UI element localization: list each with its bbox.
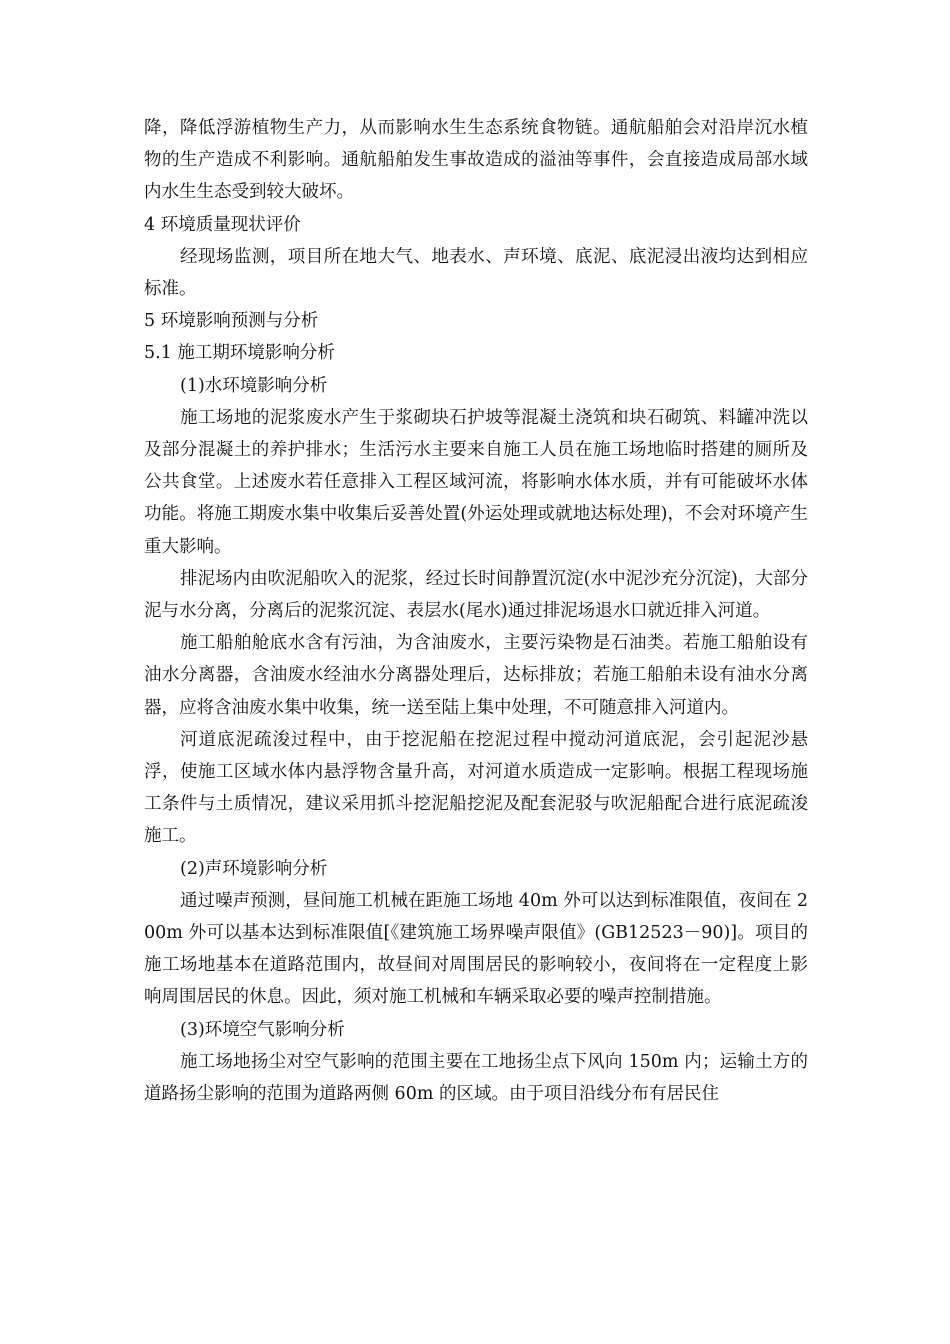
paragraph-noise: 通过噪声预测，昼间施工机械在距施工场地 40m 外可以达到标准限值，夜间在 200m 外可以基本达到标准限值[《建筑施工场界噪声限值》(GB12523－90)]。项目的施工场地基本在道路范围内，故昼间对周围居民的影响较小，夜间将在一定程度上影响周围居民的休息。因此，须对施工机械和车辆采取必要的噪声控制措施。 <box>144 890 808 1008</box>
paragraph-water-3: 施工船舶舱底水含有污油，为含油废水，主要污染物是石油类。若施工船舶设有油水分离器，含油废水经油水分离器处理后，达标排放；若施工船舶未设有油水分离器，应将含油废水集中收集，统一送至陆上集中处理，不可随意排入河道内。 <box>144 633 808 718</box>
section-heading-5: 5 环境影响预测与分析 <box>144 311 319 332</box>
subheading-water: (1)水环境影响分析 <box>180 375 328 396</box>
document-body <box>144 112 808 1110</box>
paragraph-water-2: 排泥场内由吹泥船吹入的泥浆，经过长时间静置沉淀(水中泥沙充分沉淀)，大部分泥与水分离，分离后的泥浆沉淀、表层水(尾水)通过排泥场退水口就近排入河道。 <box>144 568 808 622</box>
paragraph-water-4: 河道底泥疏浚过程中，由于挖泥船在挖泥过程中搅动河道底泥，会引起泥沙悬浮，使施工区域水体内悬浮物含量升高，对河道水质造成一定影响。根据工程现场施工条件与土质情况，建议采用抓斗挖泥船挖泥及配套泥驳与吹泥船配合进行底泥疏浚施工。 <box>144 729 808 847</box>
section-heading-5-1: 5.1 施工期环境影响分析 <box>144 343 335 364</box>
subheading-noise: (2)声环境影响分析 <box>180 858 328 879</box>
subheading-air: (3)环境空气影响分析 <box>180 1019 345 1040</box>
paragraph-continued: 降，降低浮游植物生产力，从而影响水生生态系统食物链。通航船舶会对沿岸沉水植物的生产造成不利影响。通航船舶发生事故造成的溢油等事件，会直接造成局部水域内水生生态受到较大破坏。 <box>144 118 808 203</box>
paragraph-air: 施工场地扬尘对空气影响的范围主要在工地扬尘点下风向 150m 内；运输土方的道路扬尘影响的范围为道路两侧 60m 的区域。由于项目沿线分布有居民住 <box>144 1051 808 1105</box>
paragraph-monitoring: 经现场监测，项目所在地大气、地表水、声环境、底泥、底泥浸出液均达到相应标准。 <box>144 246 808 300</box>
section-heading-4: 4 环境质量现状评价 <box>144 214 301 235</box>
paragraph-water-1: 施工场地的泥浆废水产生于浆砌块石护坡等混凝土浇筑和块石砌筑、料罐冲洗以及部分混凝土的养护排水；生活污水主要来自施工人员在施工场地临时搭建的厕所及公共食堂。上述废水若任意排入工程区域河流，将影响水体水质，并有可能破坏水体功能。将施工期废水集中收集后妥善处置(外运处理或就地达标处理)，不会对环境产生重大影响。 <box>144 407 808 557</box>
